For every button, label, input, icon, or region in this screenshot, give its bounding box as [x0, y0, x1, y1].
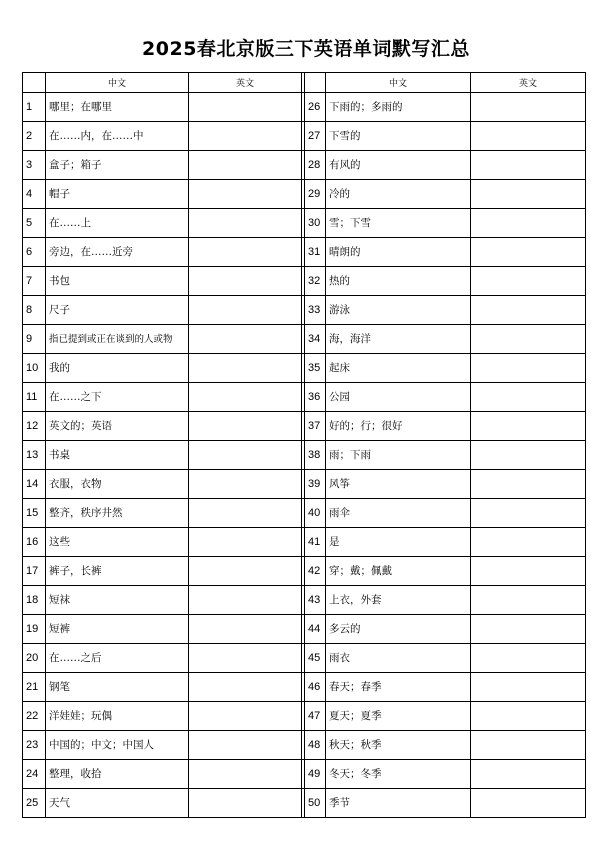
chinese-word: 有风的: [326, 151, 471, 180]
vocabulary-table: [22, 72, 586, 818]
english-answer-cell[interactable]: [471, 731, 586, 760]
item-number: 36: [305, 383, 326, 412]
item-number: 48: [305, 731, 326, 760]
item-number: 34: [305, 325, 326, 354]
item-number: 8: [23, 296, 46, 325]
table-row: [23, 122, 586, 151]
item-number: 40: [305, 499, 326, 528]
item-number: 37: [305, 412, 326, 441]
chinese-word: 洋娃娃；玩偶: [46, 702, 189, 731]
item-number: 44: [305, 615, 326, 644]
item-number: 17: [23, 557, 46, 586]
item-number: 49: [305, 760, 326, 789]
english-answer-cell[interactable]: [189, 267, 302, 296]
english-answer-cell[interactable]: [471, 209, 586, 238]
english-answer-cell[interactable]: [471, 238, 586, 267]
english-answer-cell[interactable]: [189, 557, 302, 586]
item-number: 33: [305, 296, 326, 325]
table-row: [23, 673, 586, 702]
item-number: 28: [305, 151, 326, 180]
chinese-word: 旁边，在……近旁: [46, 238, 189, 267]
item-number: 7: [23, 267, 46, 296]
english-answer-cell[interactable]: [471, 441, 586, 470]
english-answer-cell[interactable]: [471, 557, 586, 586]
chinese-word: 哪里；在哪里: [46, 93, 189, 122]
item-number: 2: [23, 122, 46, 151]
table-row: [23, 93, 586, 122]
item-number: 21: [23, 673, 46, 702]
chinese-word: 英文的；英语: [46, 412, 189, 441]
table-row: [23, 412, 586, 441]
table-row: [23, 151, 586, 180]
english-answer-cell[interactable]: [471, 615, 586, 644]
english-answer-cell[interactable]: [471, 586, 586, 615]
chinese-word: 夏天；夏季: [326, 702, 471, 731]
english-answer-cell[interactable]: [189, 615, 302, 644]
chinese-word: 这些: [46, 528, 189, 557]
english-answer-cell[interactable]: [189, 354, 302, 383]
chinese-word: 冷的: [326, 180, 471, 209]
english-answer-cell[interactable]: [471, 296, 586, 325]
table-row: [23, 180, 586, 209]
item-number: 18: [23, 586, 46, 615]
english-answer-cell[interactable]: [189, 731, 302, 760]
chinese-word: 热的: [326, 267, 471, 296]
table-row: [23, 615, 586, 644]
item-number: 50: [305, 789, 326, 818]
chinese-word: 在……之下: [46, 383, 189, 412]
chinese-word: 晴朗的: [326, 238, 471, 267]
table-row: [23, 702, 586, 731]
item-number: 1: [23, 93, 46, 122]
chinese-word: 尺子: [46, 296, 189, 325]
item-number: 38: [305, 441, 326, 470]
english-answer-cell[interactable]: [471, 325, 586, 354]
english-answer-cell[interactable]: [189, 122, 302, 151]
english-answer-cell[interactable]: [189, 383, 302, 412]
table-row: [23, 760, 586, 789]
english-answer-cell[interactable]: [189, 412, 302, 441]
item-number: 11: [23, 383, 46, 412]
table-row: [23, 644, 586, 673]
chinese-word: 起床: [326, 354, 471, 383]
english-answer-cell[interactable]: [471, 528, 586, 557]
chinese-word: 中国的；中文；中国人: [46, 731, 189, 760]
english-answer-cell[interactable]: [189, 644, 302, 673]
english-answer-cell[interactable]: [471, 470, 586, 499]
chinese-word: 短袜: [46, 586, 189, 615]
item-number: 22: [23, 702, 46, 731]
chinese-word: 短裤: [46, 615, 189, 644]
item-number: 41: [305, 528, 326, 557]
table-row: [23, 209, 586, 238]
table-row: [23, 586, 586, 615]
item-number: 3: [23, 151, 46, 180]
chinese-word: 书桌: [46, 441, 189, 470]
item-number: 5: [23, 209, 46, 238]
table-row: [23, 267, 586, 296]
english-answer-cell[interactable]: [189, 528, 302, 557]
english-answer-cell[interactable]: [189, 151, 302, 180]
header-chinese-right: 中文: [326, 73, 471, 93]
english-answer-cell[interactable]: [189, 180, 302, 209]
chinese-word: 好的；行；很好: [326, 412, 471, 441]
item-number: 31: [305, 238, 326, 267]
english-answer-cell[interactable]: [189, 789, 302, 818]
chinese-word: 帽子: [46, 180, 189, 209]
item-number: 45: [305, 644, 326, 673]
chinese-word: 冬天；冬季: [326, 760, 471, 789]
english-answer-cell[interactable]: [471, 180, 586, 209]
chinese-word: 季节: [326, 789, 471, 818]
english-answer-cell[interactable]: [471, 702, 586, 731]
chinese-word: 在……之后: [46, 644, 189, 673]
item-number: 30: [305, 209, 326, 238]
item-number: 20: [23, 644, 46, 673]
english-answer-cell[interactable]: [471, 151, 586, 180]
english-answer-cell[interactable]: [189, 441, 302, 470]
chinese-word: 雪；下雪: [326, 209, 471, 238]
table-header-row: [23, 73, 586, 93]
chinese-word: 裤子，长裤: [46, 557, 189, 586]
table-row: [23, 296, 586, 325]
english-answer-cell[interactable]: [471, 499, 586, 528]
chinese-word: 雨伞: [326, 499, 471, 528]
table-row: [23, 557, 586, 586]
chinese-word: 衣服，衣物: [46, 470, 189, 499]
item-number: 9: [23, 325, 46, 354]
english-answer-cell[interactable]: [189, 470, 302, 499]
chinese-word: 下雪的: [326, 122, 471, 151]
english-answer-cell[interactable]: [471, 267, 586, 296]
chinese-word: 盒子；箱子: [46, 151, 189, 180]
chinese-word: 雨衣: [326, 644, 471, 673]
chinese-word: 是: [326, 528, 471, 557]
chinese-word: 在……内，在……中: [46, 122, 189, 151]
english-answer-cell[interactable]: [189, 702, 302, 731]
chinese-word: 雨；下雨: [326, 441, 471, 470]
item-number: 23: [23, 731, 46, 760]
header-english-right: 英文: [471, 73, 586, 93]
chinese-word: 整齐，秩序井然: [46, 499, 189, 528]
table-row: [23, 325, 586, 354]
chinese-word: 指已提到或正在谈到的人或物: [46, 325, 189, 354]
item-number: 27: [305, 122, 326, 151]
english-answer-cell[interactable]: [189, 325, 302, 354]
item-number: 32: [305, 267, 326, 296]
item-number: 26: [305, 93, 326, 122]
table-row: [23, 789, 586, 818]
item-number: 42: [305, 557, 326, 586]
item-number: 24: [23, 760, 46, 789]
item-number: 16: [23, 528, 46, 557]
item-number: 47: [305, 702, 326, 731]
table-row: [23, 499, 586, 528]
chinese-word: 在……上: [46, 209, 189, 238]
item-number: 43: [305, 586, 326, 615]
item-number: 35: [305, 354, 326, 383]
chinese-word: 书包: [46, 267, 189, 296]
chinese-word: 整理，收拾: [46, 760, 189, 789]
table-row: [23, 470, 586, 499]
header-number-left: [23, 73, 46, 93]
table-row: [23, 441, 586, 470]
english-answer-cell[interactable]: [471, 354, 586, 383]
english-answer-cell[interactable]: [471, 93, 586, 122]
header-english-left: 英文: [189, 73, 302, 93]
chinese-word: 海，海洋: [326, 325, 471, 354]
chinese-word: 公园: [326, 383, 471, 412]
header-chinese-left: 中文: [46, 73, 189, 93]
table-row: [23, 354, 586, 383]
english-answer-cell[interactable]: [189, 296, 302, 325]
english-answer-cell[interactable]: [189, 499, 302, 528]
chinese-word: 秋天；秋季: [326, 731, 471, 760]
item-number: 14: [23, 470, 46, 499]
english-answer-cell[interactable]: [189, 238, 302, 267]
item-number: 39: [305, 470, 326, 499]
english-answer-cell[interactable]: [471, 760, 586, 789]
chinese-word: 上衣，外套: [326, 586, 471, 615]
english-answer-cell[interactable]: [471, 673, 586, 702]
table-row: [23, 731, 586, 760]
chinese-word: 天气: [46, 789, 189, 818]
chinese-word: 穿；戴；佩戴: [326, 557, 471, 586]
table-row: [23, 528, 586, 557]
item-number: 15: [23, 499, 46, 528]
chinese-word: 游泳: [326, 296, 471, 325]
english-answer-cell[interactable]: [189, 93, 302, 122]
header-number-right: [305, 73, 326, 93]
chinese-word: 下雨的；多雨的: [326, 93, 471, 122]
item-number: 25: [23, 789, 46, 818]
chinese-word: 我的: [46, 354, 189, 383]
english-answer-cell[interactable]: [471, 789, 586, 818]
english-answer-cell[interactable]: [189, 586, 302, 615]
english-answer-cell[interactable]: [189, 673, 302, 702]
item-number: 4: [23, 180, 46, 209]
chinese-word: 风筝: [326, 470, 471, 499]
item-number: 29: [305, 180, 326, 209]
english-answer-cell[interactable]: [471, 383, 586, 412]
chinese-word: 多云的: [326, 615, 471, 644]
english-answer-cell[interactable]: [471, 122, 586, 151]
item-number: 10: [23, 354, 46, 383]
item-number: 12: [23, 412, 46, 441]
english-answer-cell[interactable]: [189, 760, 302, 789]
item-number: 13: [23, 441, 46, 470]
english-answer-cell[interactable]: [471, 644, 586, 673]
english-answer-cell[interactable]: [189, 209, 302, 238]
table-row: [23, 238, 586, 267]
table-row: [23, 383, 586, 412]
item-number: 19: [23, 615, 46, 644]
chinese-word: 钢笔: [46, 673, 189, 702]
page-title: 2025春北京版三下英语单词默写汇总: [142, 38, 470, 60]
item-number: 46: [305, 673, 326, 702]
item-number: 6: [23, 238, 46, 267]
english-answer-cell[interactable]: [471, 412, 586, 441]
chinese-word: 春天；春季: [326, 673, 471, 702]
